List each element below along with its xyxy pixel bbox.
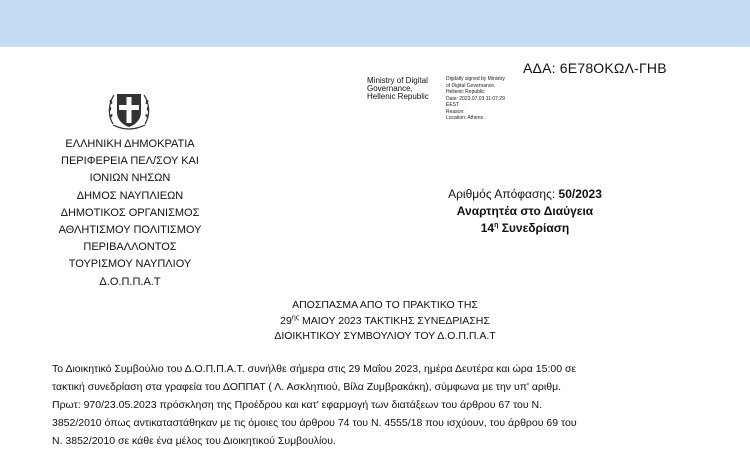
meeting-day-suffix: ης <box>291 314 300 321</box>
body-line: Ν. 3852/2010 σε κάθε ένα μέλος του Διοικητικού Συμβουλίου. <box>52 435 336 447</box>
signature-detail-line: Digitally signed by Ministry <box>446 76 505 82</box>
diavgeia-notice: Αναρτητέα στο Διαύγεια <box>456 204 594 218</box>
excerpt-line-1: ΑΠΟΣΠΑΣΜΑ ΑΠΟ ΤΟ ΠΡΑΚΤΙΚΟ ΤΗΣ <box>292 299 478 311</box>
decision-number-value: 50/2023 <box>558 187 602 201</box>
minutes-excerpt-heading <box>190 298 580 345</box>
body-line: Πρωτ: 970/23.05.2023 πρόσκληση της Προέδρου και κατ' εφαρμογή των διατάξεων του άρθρου 67 του Ν. <box>52 399 542 411</box>
digital-signature-details <box>446 76 505 122</box>
signature-org-line: Hellenic Republic <box>367 92 429 101</box>
signature-org-line: Ministry of Digital <box>367 76 428 85</box>
authority-line: ΙΟΝΙΩΝ ΝΗΣΩΝ <box>89 172 171 185</box>
greek-coat-of-arms-icon <box>104 86 154 136</box>
body-paragraph <box>52 360 716 450</box>
authority-line: ΠΕΡΙΒΑΛΛΟΝΤΟΣ <box>83 241 177 254</box>
signature-detail-line: Date: 2023.07.03 11:07:29 <box>446 95 505 102</box>
authority-line: ΕΛΛΗΝΙΚΗ ΔΗΜΟΚΡΑΤΙΑ <box>65 138 195 150</box>
meeting-day: 29 <box>280 314 292 327</box>
banner-divider <box>0 46 750 47</box>
body-line: 3852/2010 όπως αντικαταστάθηκαν με τις όμοιες του άρθρου 74 του Ν. 4555/18 που ισχύουν, του άρθρου 69 του <box>52 417 577 429</box>
decision-info <box>400 186 650 237</box>
signature-detail-line: Hellenic Republic <box>446 89 485 95</box>
authority-line: ΔΗΜΟΣ ΝΑΥΠΛΙΕΩΝ <box>76 189 184 202</box>
digital-signature-organization <box>367 77 439 101</box>
signature-detail-line: Reason: <box>446 108 465 115</box>
session-number <box>400 220 650 237</box>
ada-code: ΑΔΑ: 6Ε78ΟΚΩΛ-ΓΗΒ <box>523 60 667 76</box>
authority-line: Δ.Ο.Π.Π.Α.Τ <box>99 275 161 288</box>
authority-line: ΑΘΛΗΤΙΣΜΟΥ ΠΟΛΙΤΙΣΜΟΥ <box>58 224 202 237</box>
body-line: Το Διοικητικό Συμβούλιο του Δ.Ο.Π.Π.Α.Τ. συνήλθε σήμερα στις 29 Μαΐου 2023, ημέρα Δευτέρα και ώρα 15:00 σε <box>52 363 577 375</box>
session-number-value: 14 <box>480 221 495 235</box>
meeting-date-rest: ΜΑΙΟΥ 2023 ΤΑΚΤΙΚΗΣ ΣΥΝΕΔΡΙΑΣΗΣ <box>299 314 490 327</box>
session-ordinal-suffix: η <box>494 222 499 229</box>
authority-line: ΔΗΜΟΤΙΚΟΣ ΟΡΓΑΝΙΣΜΟΣ <box>60 206 200 219</box>
signature-detail-line: EEST <box>446 102 460 108</box>
signature-detail-line: of Digital Governance, <box>446 82 496 89</box>
decision-number <box>400 186 650 203</box>
excerpt-line-2 <box>190 314 580 330</box>
top-banner <box>0 0 750 46</box>
excerpt-line-3: ΔΙΟΙΚΗΤΙΚΟΥ ΣΥΜΒΟΥΛΙΟΥ ΤΟΥ Δ.Ο.Π.Π.Α.Τ <box>274 330 496 342</box>
signature-detail-line: Location: Athens <box>446 115 483 121</box>
issuing-authority <box>40 136 220 291</box>
decision-number-label: Αριθμός Απόφασης: <box>448 187 559 201</box>
session-label: Συνεδρίαση <box>498 221 570 235</box>
body-line: τακτική συνεδρίαση στα γραφεία του ΔΟΠΠΑΤ ( Λ. Ασκληπιού, Βίλα Ζυμβρακάκη), σύμφωνα με την υπ' αριθμ. <box>52 381 562 393</box>
signature-org-line: Governance, <box>367 84 413 93</box>
authority-line: ΠΕΡΙΦΕΡΕΙΑ ΠΕΛ/ΣΟΥ ΚΑΙ <box>61 155 199 168</box>
authority-line: ΤΟΥΡΙΣΜΟΥ ΝΑΥΠΛΙΟΥ <box>68 258 192 271</box>
